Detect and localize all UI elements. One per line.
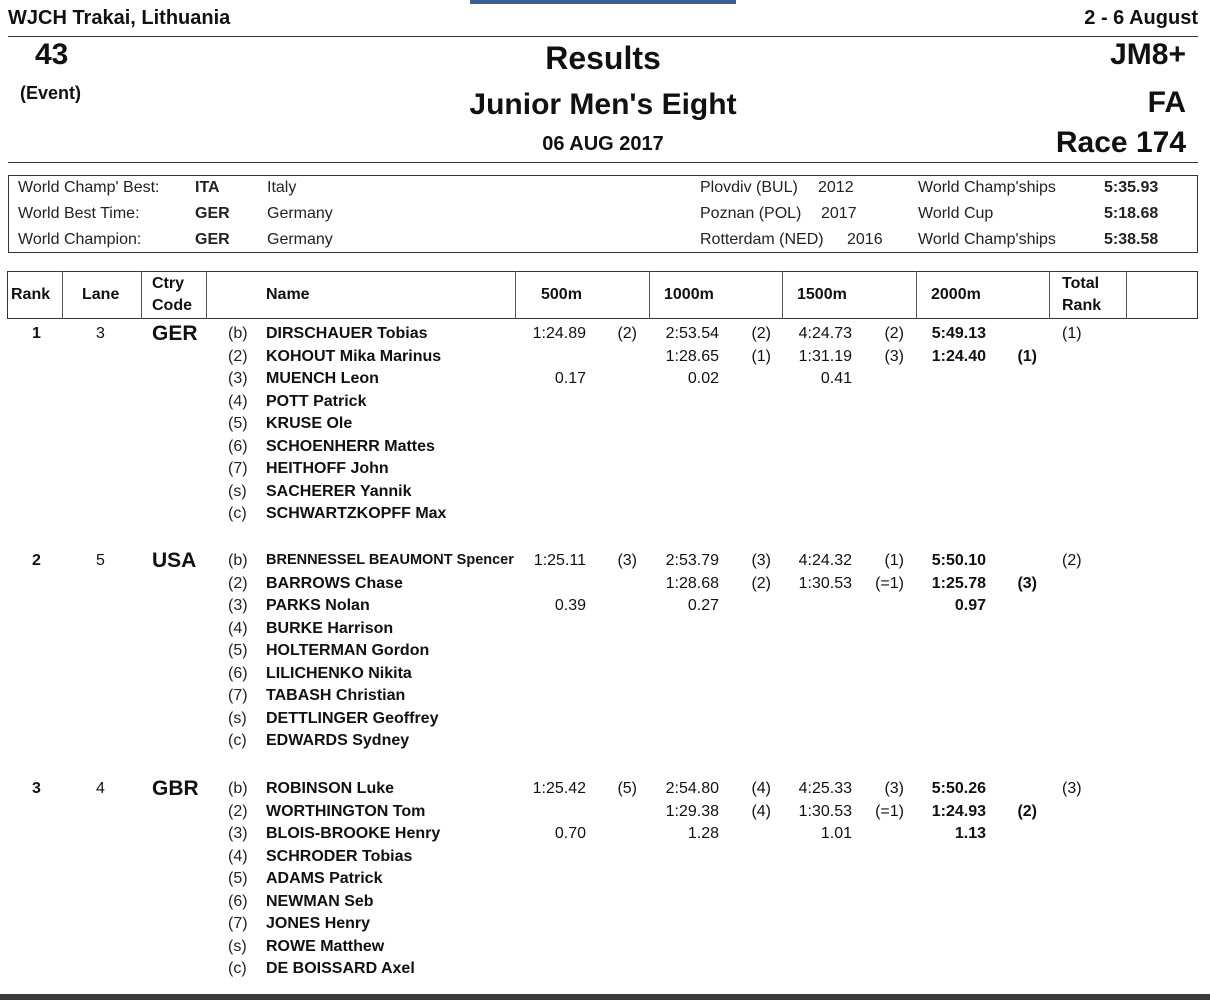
record-country: Germany — [267, 231, 333, 248]
crew-name: ADAMS Patrick — [266, 870, 383, 887]
result-country-code: GER — [152, 322, 198, 345]
result-lane: 3 — [96, 325, 105, 342]
crew-name: BARROWS Chase — [266, 575, 403, 592]
result-country-code: GBR — [152, 777, 199, 800]
finish-time: 5:50.10 — [931, 552, 986, 569]
crew-seat: (7) — [228, 915, 248, 932]
split-1000m-segment-rank: (2) — [751, 575, 771, 592]
split-1500m-segment: 1:31.19 — [798, 348, 852, 365]
col-divider — [782, 271, 783, 319]
crew-name: KOHOUT Mika Marinus — [266, 348, 442, 365]
split-1500m-time: 4:24.73 — [798, 325, 852, 342]
total-rank: (2) — [1062, 552, 1082, 569]
total-rank: (1) — [1062, 325, 1082, 342]
result-country-code: USA — [152, 549, 197, 572]
result-rank: 3 — [32, 780, 41, 797]
crew-seat: (b) — [228, 552, 248, 569]
split-1500m-segment-rank: (=1) — [875, 803, 904, 820]
split-1000m-time: 2:53.79 — [665, 552, 719, 569]
crew-seat: (7) — [228, 460, 248, 477]
split-1500m-delta: 0.41 — [820, 370, 852, 387]
split-1500m-rank: (2) — [884, 325, 904, 342]
crew-seat: (5) — [228, 642, 248, 659]
crew-seat: (4) — [228, 848, 248, 865]
record-competition: World Cup — [918, 205, 994, 222]
crew-name: LILICHENKO Nikita — [266, 665, 412, 682]
split-1000m-rank: (4) — [751, 780, 771, 797]
crew-seat: (c) — [228, 505, 247, 522]
crew-name: JONES Henry — [266, 915, 371, 932]
race-phase: FA — [1147, 86, 1186, 119]
split-1000m-rank: (2) — [751, 325, 771, 342]
split-2000m-segment-rank: (3) — [1017, 575, 1037, 592]
split-1500m-segment-rank: (3) — [884, 348, 904, 365]
crew-seat: (3) — [228, 825, 248, 842]
col-divider — [515, 271, 516, 319]
split-500m-time: 1:25.11 — [533, 552, 586, 569]
venue: WJCH Trakai, Lithuania — [8, 7, 231, 29]
col-name: Name — [266, 286, 310, 303]
record-country: Germany — [267, 205, 333, 222]
crew-name: POTT Patrick — [266, 393, 367, 410]
crew-seat: (6) — [228, 665, 248, 682]
split-1500m-segment: 1:30.53 — [798, 575, 852, 592]
col-ctry: Ctry — [152, 275, 185, 292]
crew-name: ROWE Matthew — [266, 938, 385, 955]
split-1000m-segment: 1:28.68 — [665, 575, 719, 592]
result-rank: 1 — [32, 325, 41, 342]
split-500m-rank: (5) — [617, 780, 637, 797]
split-1500m-segment: 1:30.53 — [798, 803, 852, 820]
split-2000m-segment: 1:24.40 — [931, 348, 986, 365]
split-500m-rank: (3) — [617, 552, 637, 569]
record-time: 5:18.68 — [1104, 205, 1159, 222]
crew-seat: (2) — [228, 575, 248, 592]
crew-seat: (6) — [228, 438, 248, 455]
col-divider — [62, 271, 63, 319]
col-total: Total — [1062, 275, 1100, 292]
crew-seat: (s) — [228, 938, 247, 955]
crew-name: WORTHINGTON Tom — [266, 803, 426, 820]
record-competition: World Champ'ships — [918, 231, 1056, 248]
crew-name: BRENNESSEL BEAUMONT Spencer — [266, 552, 514, 568]
crew-name: SCHWARTZKOPFF Max — [266, 505, 447, 522]
split-1500m-time: 4:25.33 — [798, 780, 852, 797]
event-dates: 2 - 6 August — [1084, 7, 1198, 29]
split-2000m-segment: 1:24.93 — [931, 803, 986, 820]
split-1000m-segment-rank: (4) — [751, 803, 771, 820]
split-2000m-segment-rank: (1) — [1017, 348, 1037, 365]
crew-name: EDWARDS Sydney — [266, 732, 410, 749]
bottom-bar — [0, 994, 1210, 1000]
total-rank: (3) — [1062, 780, 1082, 797]
col-500m: 500m — [541, 286, 582, 303]
crew-name: DETTLINGER Geoffrey — [266, 710, 439, 727]
crew-seat: (7) — [228, 687, 248, 704]
crew-name: SCHOENHERR Mattes — [266, 438, 435, 455]
split-500m-time: 1:24.89 — [532, 325, 586, 342]
record-country-code: GER — [195, 231, 230, 248]
page-title: Results — [545, 40, 661, 76]
crew-name: HEITHOFF John — [266, 460, 389, 477]
crew-seat: (5) — [228, 415, 248, 432]
split-1000m-delta: 0.27 — [687, 597, 719, 614]
crew-seat: (3) — [228, 597, 248, 614]
crew-seat: (2) — [228, 803, 248, 820]
race-number: Race 174 — [1055, 126, 1186, 159]
record-time: 5:35.93 — [1104, 179, 1159, 196]
crew-seat: (4) — [228, 393, 248, 410]
crew-seat: (2) — [228, 348, 248, 365]
col-1000m: 1000m — [664, 286, 714, 303]
split-1000m-segment: 1:28.65 — [665, 348, 719, 365]
crew-seat: (c) — [228, 960, 247, 977]
record-year: 2017 — [821, 205, 857, 222]
title-rule — [8, 162, 1198, 163]
record-place: Poznan (POL) — [700, 205, 802, 222]
record-year: 2012 — [818, 179, 854, 196]
header-rule — [8, 36, 1198, 37]
split-1000m-delta: 1.28 — [687, 825, 719, 842]
crew-name: KRUSE Ole — [266, 415, 353, 432]
split-1500m-rank: (3) — [884, 780, 904, 797]
record-country-code: GER — [195, 205, 230, 222]
finish-delta: 1.13 — [954, 825, 986, 842]
crew-name: HOLTERMAN Gordon — [266, 642, 430, 659]
record-time: 5:38.58 — [1104, 231, 1159, 248]
record-country-code: ITA — [195, 179, 220, 196]
split-2000m-segment: 1:25.78 — [931, 575, 986, 592]
split-500m-delta: 0.17 — [554, 370, 586, 387]
finish-time: 5:50.26 — [931, 780, 986, 797]
record-competition: World Champ'ships — [918, 179, 1056, 196]
result-lane: 5 — [96, 552, 105, 569]
crew-name: DIRSCHAUER Tobias — [266, 325, 428, 342]
crew-seat: (s) — [228, 710, 247, 727]
crew-name: PARKS Nolan — [266, 597, 370, 614]
result-rank: 2 — [32, 552, 41, 569]
split-500m-time: 1:25.42 — [532, 780, 586, 797]
record-country: Italy — [267, 179, 297, 196]
record-label: World Best Time: — [18, 205, 140, 222]
crew-name: BURKE Harrison — [266, 620, 394, 637]
race-date: 06 AUG 2017 — [542, 133, 664, 155]
split-1000m-segment-rank: (1) — [751, 348, 771, 365]
event-label: (Event) — [20, 83, 82, 103]
split-500m-rank: (2) — [617, 325, 637, 342]
split-1500m-segment-rank: (=1) — [875, 575, 904, 592]
crew-seat: (b) — [228, 325, 248, 342]
col-lane: Lane — [82, 286, 120, 303]
event-code: JM8+ — [1110, 38, 1186, 71]
split-2000m-segment-rank: (2) — [1017, 803, 1037, 820]
crew-seat: (5) — [228, 870, 248, 887]
split-1000m-rank: (3) — [751, 552, 771, 569]
col-rank: Rank — [11, 286, 51, 303]
crew-name: SACHERER Yannik — [266, 483, 412, 500]
split-1000m-delta: 0.02 — [687, 370, 719, 387]
col-1500m: 1500m — [797, 286, 847, 303]
finish-time: 5:49.13 — [931, 325, 986, 342]
split-500m-delta: 0.70 — [554, 825, 586, 842]
crew-name: MUENCH Leon — [266, 370, 379, 387]
col-2000m: 2000m — [931, 286, 981, 303]
col-divider — [1126, 271, 1127, 319]
crew-name: SCHRODER Tobias — [266, 848, 413, 865]
event-name: Junior Men's Eight — [469, 88, 737, 121]
crew-name: ROBINSON Luke — [266, 780, 395, 797]
col-divider — [141, 271, 142, 319]
split-500m-delta: 0.39 — [554, 597, 586, 614]
crew-name: TABASH Christian — [266, 687, 406, 704]
crew-seat: (6) — [228, 893, 248, 910]
col-divider — [649, 271, 650, 319]
split-1500m-time: 4:24.32 — [798, 552, 852, 569]
crew-name: BLOIS-BROOKE Henry — [266, 825, 441, 842]
result-lane: 4 — [96, 780, 105, 797]
col-divider — [1049, 271, 1050, 319]
crew-seat: (3) — [228, 370, 248, 387]
record-label: World Champion: — [18, 231, 142, 248]
crew-name: NEWMAN Seb — [266, 893, 374, 910]
split-1500m-delta: 1.01 — [820, 825, 852, 842]
top-accent-bar — [470, 0, 736, 4]
split-1000m-time: 2:53.54 — [665, 325, 719, 342]
col-total-rank: Rank — [1062, 297, 1102, 314]
split-1000m-time: 2:54.80 — [665, 780, 719, 797]
crew-name: DE BOISSARD Axel — [266, 960, 415, 977]
split-1500m-rank: (1) — [884, 552, 904, 569]
record-place: Rotterdam (NED) — [700, 231, 824, 248]
split-1000m-segment: 1:29.38 — [665, 803, 719, 820]
col-code: Code — [152, 297, 192, 314]
crew-seat: (4) — [228, 620, 248, 637]
crew-seat: (c) — [228, 732, 247, 749]
crew-seat: (b) — [228, 780, 248, 797]
crew-seat: (s) — [228, 483, 247, 500]
col-divider — [916, 271, 917, 319]
record-place: Plovdiv (BUL) — [700, 179, 798, 196]
event-number: 43 — [35, 38, 69, 71]
record-label: World Champ' Best: — [18, 179, 160, 196]
col-divider — [206, 271, 207, 319]
record-year: 2016 — [847, 231, 883, 248]
finish-delta: 0.97 — [954, 597, 986, 614]
